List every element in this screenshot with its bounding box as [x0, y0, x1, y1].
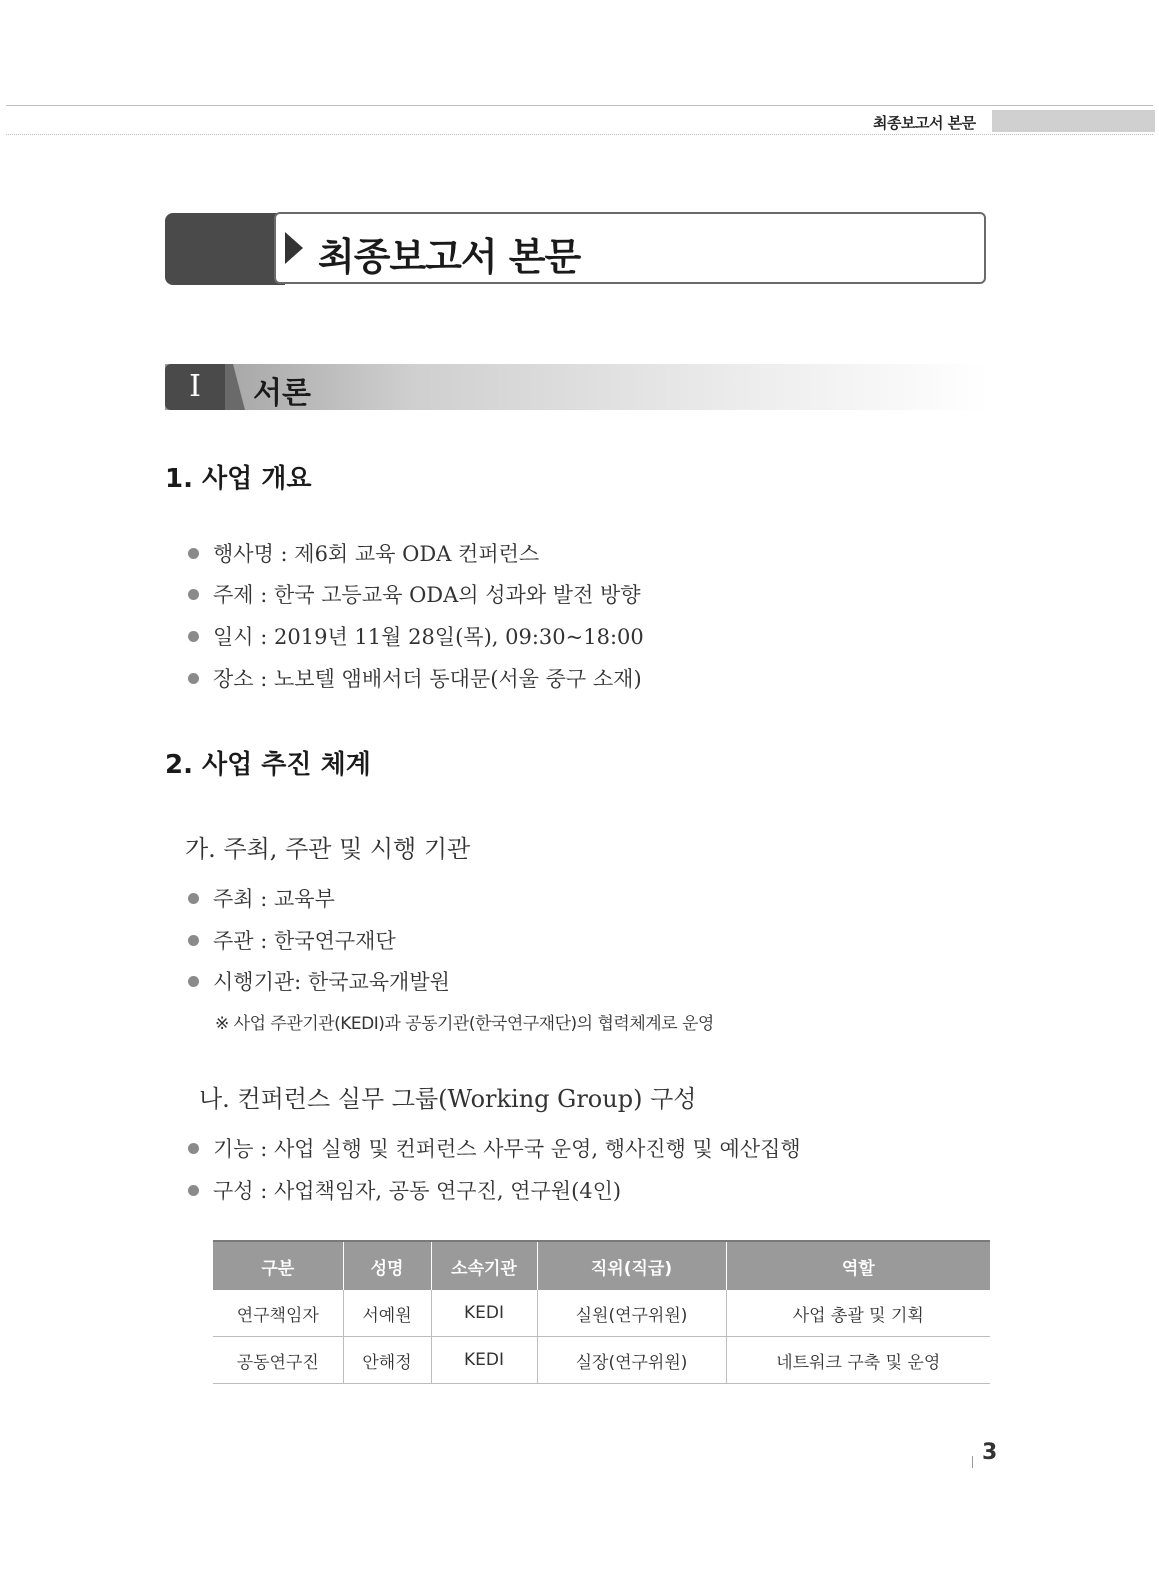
- section-number: I: [165, 364, 225, 410]
- play-arrow-icon: [285, 232, 303, 264]
- table-cell: 공동연구진: [213, 1337, 343, 1384]
- bullet-icon: [188, 1143, 199, 1154]
- table-header-cell: 성명: [343, 1241, 431, 1290]
- table-header-cell: 소속기관: [431, 1241, 537, 1290]
- section-title: 서론: [253, 376, 311, 411]
- table-header-row: [213, 1241, 990, 1290]
- header-rule: [6, 105, 1153, 106]
- table-cell: 실장(연구위원): [537, 1337, 726, 1384]
- table-header-cell: 역할: [726, 1241, 990, 1290]
- table-cell: 네트워크 구축 및 운영: [726, 1337, 990, 1384]
- table-cell: 사업 총괄 및 기획: [726, 1290, 990, 1337]
- working-group-table: [213, 1240, 990, 1384]
- table-cell: KEDI: [431, 1290, 537, 1337]
- table-row: [213, 1290, 990, 1337]
- bullet-icon: [188, 893, 199, 904]
- list-item: 기능 : 사업 실행 및 컨퍼런스 사무국 운영, 행사진행 및 예산집행: [188, 1133, 801, 1163]
- heading-system: 2. 사업 추진 체계: [165, 750, 371, 780]
- title-banner-tab: [165, 213, 285, 285]
- table-cell: KEDI: [431, 1337, 537, 1384]
- heading-overview: 1. 사업 개요: [165, 464, 312, 494]
- list-item: 구성 : 사업책임자, 공동 연구진, 연구원(4인): [188, 1175, 621, 1205]
- bullet-icon: [188, 976, 199, 987]
- list-item: 시행기관: 한국교육개발원: [188, 966, 450, 996]
- page-number: 3: [982, 1440, 998, 1465]
- bullet-icon: [188, 935, 199, 946]
- table-cell: 안해정: [343, 1337, 431, 1384]
- bullet-icon: [188, 1185, 199, 1196]
- subheading-organizers: 가. 주최, 주관 및 시행 기관: [185, 835, 471, 863]
- table-header-cell: 구분: [213, 1241, 343, 1290]
- bullet-icon: [188, 673, 199, 684]
- bullet-icon: [188, 548, 199, 559]
- list-item: 주관 : 한국연구재단: [188, 925, 396, 955]
- list-item: 일시 : 2019년 11월 28일(목), 09:30~18:00: [188, 621, 644, 651]
- table-row: [213, 1337, 990, 1384]
- list-item: 주제 : 한국 고등교육 ODA의 성과와 발전 방향: [188, 579, 641, 609]
- list-item: 장소 : 노보텔 앰배서더 동대문(서울 중구 소재): [188, 663, 642, 693]
- bullet-icon: [188, 631, 199, 642]
- table-cell: 연구책임자: [213, 1290, 343, 1337]
- header-bar: [992, 110, 1155, 132]
- note-text: ※ 사업 주관기관(KEDI)과 공동기관(한국연구재단)의 협력체계로 운영: [215, 1014, 714, 1034]
- page-number-tick: [972, 1456, 973, 1468]
- subheading-working-group: 나. 컨퍼런스 실무 그룹(Working Group) 구성: [199, 1085, 697, 1113]
- running-header: 최종보고서 본문: [873, 114, 976, 132]
- bullet-icon: [188, 589, 199, 600]
- table-header-cell: 직위(직급): [537, 1241, 726, 1290]
- table-cell: 서예원: [343, 1290, 431, 1337]
- header-dotted-rule: [6, 134, 1153, 135]
- page-title: 최종보고서 본문: [318, 235, 581, 279]
- list-item: 주최 : 교육부: [188, 883, 335, 913]
- list-item: 행사명 : 제6회 교육 ODA 컨퍼런스: [188, 538, 539, 568]
- table-cell: 실원(연구위원): [537, 1290, 726, 1337]
